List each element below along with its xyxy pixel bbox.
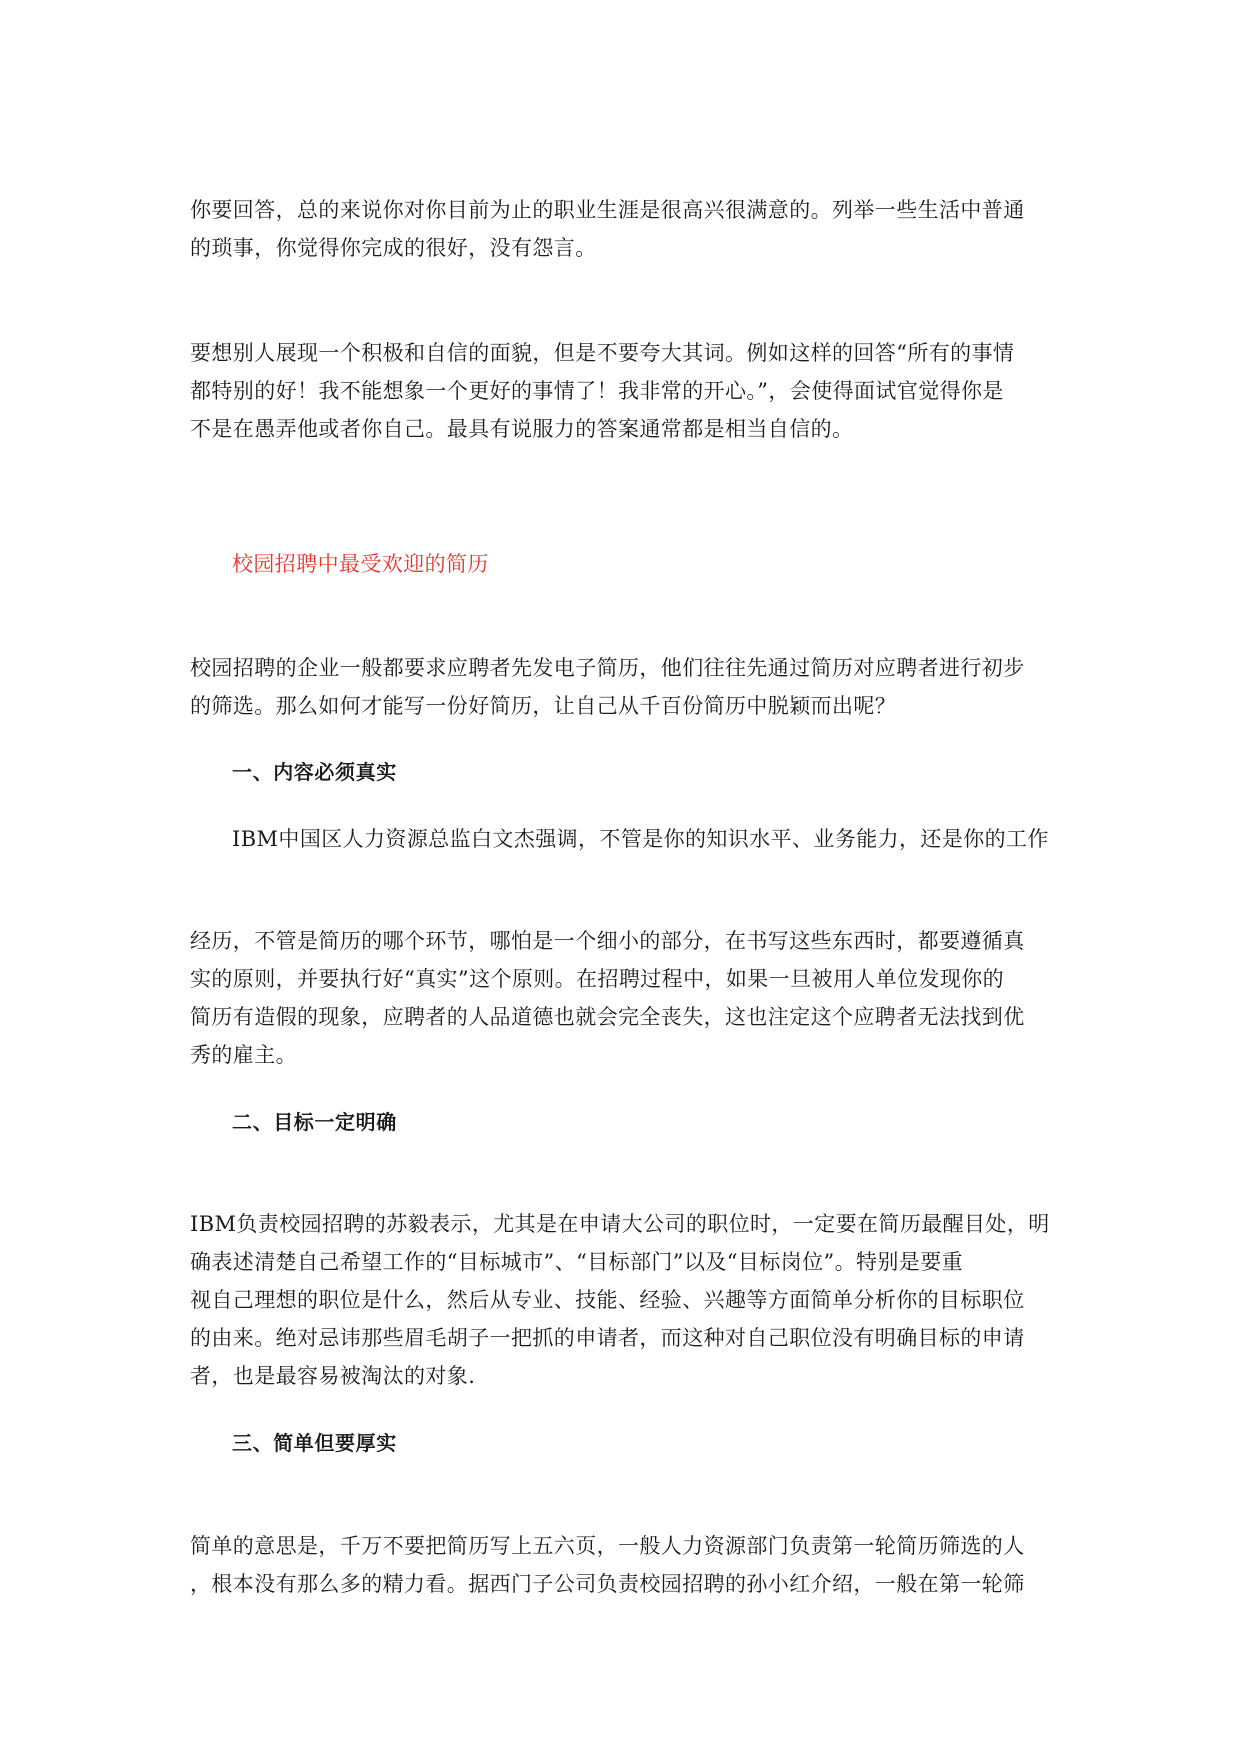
section-2-line-5: 者，也是最容易被淘汰的对象.: [190, 1364, 476, 1388]
paragraph-1-line-1: 你要回答，总的来说你对你目前为止的职业生涯是很高兴很满意的。列举一些生活中普通: [190, 198, 1025, 222]
paragraph-1-line-2: 的琐事，你觉得你完成的很好，没有怨言。: [190, 236, 597, 260]
heading-clear-goal: 二、目标一定明确: [232, 1110, 397, 1134]
section-3-line-2: ，根本没有那么多的精力看。据西门子公司负责校园招聘的孙小红介绍，一般在第一轮筛: [190, 1572, 1025, 1596]
section-3-line-1: 简单的意思是，千万不要把简历写上五六页，一般人力资源部门负责第一轮简历筛选的人: [190, 1534, 1025, 1558]
section-1-line-4: 秀的雇主。: [190, 1043, 297, 1067]
paragraph-2-line-3: 不是在愚弄他或者你自己。最具有说服力的答案通常都是相当自信的。: [190, 417, 854, 441]
heading-simple-but-solid: 三、简单但要厚实: [232, 1431, 397, 1455]
section-1-line-3: 简历有造假的现象，应聘者的人品道德也就会完全丧失，这也注定这个应聘者无法找到优: [190, 1005, 1025, 1029]
section-title: 校园招聘中最受欢迎的简历: [232, 552, 489, 576]
paragraph-2-line-2: 都特别的好！我不能想象一个更好的事情了！我非常的开心。”，会使得面试官觉得你是: [190, 379, 1004, 403]
intro-line-2: 的筛选。那么如何才能写一份好简历，让自己从千百份简历中脱颖而出呢？: [190, 694, 897, 718]
heading-content-must-be-true: 一、内容必须真实: [232, 760, 397, 784]
intro-line-1: 校园招聘的企业一般都要求应聘者先发电子简历，他们往往先通过简历对应聘者进行初步: [190, 656, 1025, 680]
section-2-line-3: 视自己理想的职位是什么，然后从专业、技能、经验、兴趣等方面简单分析你的目标职位: [190, 1288, 1025, 1312]
section-2-line-2: 确表述清楚自己希望工作的“目标城市”、“目标部门”以及“目标岗位”。特别是要重: [190, 1250, 964, 1274]
section-2-line-4: 的由来。绝对忌讳那些眉毛胡子一把抓的申请者，而这种对自己职位没有明确目标的申请: [190, 1326, 1025, 1350]
section-1-line-2: 实的原则，并要执行好“真实”这个原则。在招聘过程中，如果一旦被用人单位发现你的: [190, 967, 1005, 991]
section-2-line-1: IBM负责校园招聘的苏毅表示，尤其是在申请大公司的职位时，一定要在简历最醒目处，明: [190, 1212, 1050, 1236]
paragraph-2-line-1: 要想别人展现一个积极和自信的面貌，但是不要夸大其词。例如这样的回答“所有的事情: [190, 341, 1015, 365]
section-1-first-line: IBM中国区人力资源总监白文杰强调，不管是你的知识水平、业务能力，还是你的工作: [232, 827, 1049, 851]
section-1-line-1: 经历，不管是简历的哪个环节，哪怕是一个细小的部分，在书写这些东西时，都要遵循真: [190, 929, 1025, 953]
